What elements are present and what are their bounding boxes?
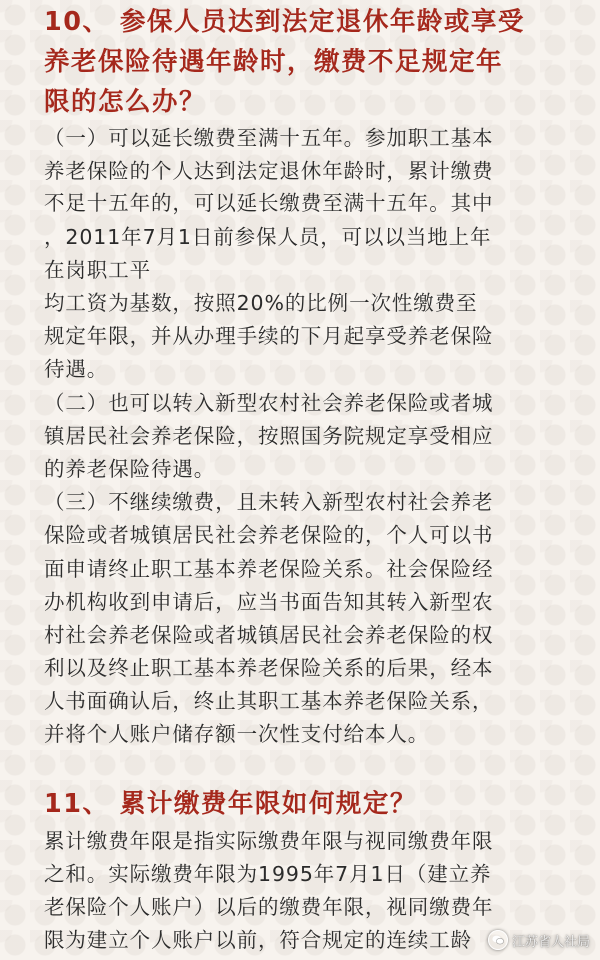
section-10-body-line: ，2011年7月1日前参保人员，可以以当地上年 — [44, 225, 492, 249]
section-10-body-line: 人书面确认后，终止其职工基本养老保险关系， — [44, 689, 494, 713]
watermark — [488, 930, 590, 950]
section-10-body-line: 的养老保险待遇。 — [44, 457, 216, 481]
section-10-title-line-2: 养老保险待遇年龄时，缴费不足规定年 — [44, 47, 504, 77]
section-10-body-line: 均工资为基数，按照20%的比例一次性缴费至 — [44, 291, 478, 315]
section-10-title-line-3: 限的怎么办？ — [44, 87, 207, 117]
wechat-logo-icon — [488, 930, 508, 950]
section-10-body-line: 养老保险的个人达到法定退休年龄时，累计缴费 — [44, 159, 494, 183]
section-10-body-line: 保险或者城镇居民社会养老保险的，个人可以书 — [44, 523, 494, 547]
section-11-title: 11、 累计缴费年限如何规定？ — [44, 789, 417, 819]
section-10-body-line: 规定年限，并从办理手续的下月起享受养老保险 — [44, 324, 494, 348]
section-11-body-line: 之和。实际缴费年限为1995年7月1日（建立养 — [44, 862, 492, 886]
section-10-body-line: 村社会养老保险或者城镇居民社会养老保险的权 — [44, 623, 494, 647]
watermark-text: 江苏省人社局 — [511, 934, 590, 950]
section-11-body-line: 累计缴费年限是指实际缴费年限与视同缴费年限 — [44, 829, 494, 853]
section-10-body-line: （二）也可以转入新型农村社会养老保险或者城 — [44, 391, 494, 415]
section-10-title-line-1: 10、 参保人员达到法定退休年龄或享受 — [44, 7, 525, 37]
section-10-body-line: 镇居民社会养老保险，按照国务院规定享受相应 — [44, 424, 494, 448]
section-10-body-line: （一）可以延长缴费至满十五年。参加职工基本 — [44, 126, 494, 150]
section-11-body-line: 限为建立个人账户以前，符合规定的连续工龄 — [44, 928, 472, 952]
section-10-body-line: 面申请终止职工基本养老保险关系。社会保险经 — [44, 557, 494, 581]
section-10-body-line: 办机构收到申请后，应当书面告知其转入新型农 — [44, 590, 494, 614]
section-10-body-line: 不足十五年的，可以延长缴费至满十五年。其中 — [44, 191, 494, 215]
section-11-body-line: 老保险个人账户）以后的缴费年限，视同缴费年 — [44, 895, 494, 919]
section-10-body-line: 待遇。 — [44, 357, 109, 381]
section-10-body-line: 并将个人账户储存额一次性支付给本人。 — [44, 722, 430, 746]
section-10-body-line: 在岗职工平 — [44, 258, 151, 282]
section-10-body-line: （三）不继续缴费，且未转入新型农村社会养老 — [44, 490, 494, 514]
section-10-body-line: 利以及终止职工基本养老保险关系的后果，经本 — [44, 656, 494, 680]
